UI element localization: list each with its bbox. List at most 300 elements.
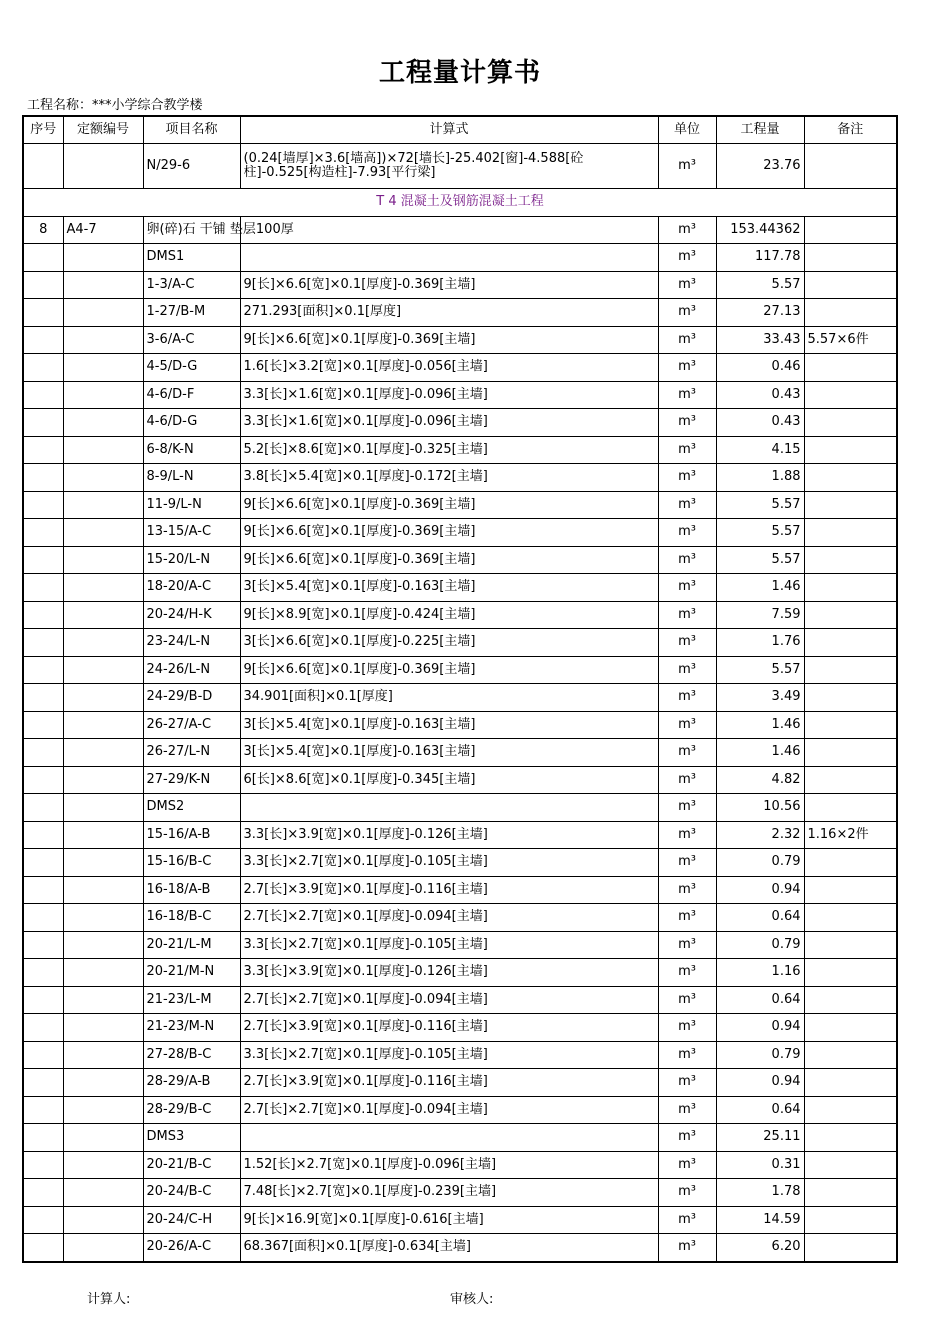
cell-unit: m³ [658, 904, 716, 932]
cell-quantity: 1.46 [716, 739, 804, 767]
cell-seq [23, 684, 63, 712]
cell-quantity: 14.59 [716, 1206, 804, 1234]
cell-formula: 9[长]×6.6[宽]×0.1[厚度]-0.369[主墙] [240, 519, 658, 547]
cell-formula: 9[长]×6.6[宽]×0.1[厚度]-0.369[主墙] [240, 271, 658, 299]
cell-quantity: 0.31 [716, 1151, 804, 1179]
cell-unit: m³ [658, 1041, 716, 1069]
cell-note [804, 1234, 897, 1262]
cell-quota-code [63, 656, 143, 684]
cell-unit: m³ [658, 519, 716, 547]
cell-seq [23, 574, 63, 602]
cell-note [804, 766, 897, 794]
cell-unit: m³ [658, 711, 716, 739]
table-row [23, 546, 897, 574]
cell-quantity: 1.46 [716, 711, 804, 739]
col-header-name: 项目名称 [143, 116, 240, 144]
cell-quantity: 0.94 [716, 876, 804, 904]
col-header-code: 定额编号 [63, 116, 143, 144]
cell-note [804, 546, 897, 574]
cell-seq [23, 904, 63, 932]
cell-item-name: 4-6/D-F [143, 381, 240, 409]
cell-note [804, 574, 897, 602]
cell-formula: 2.7[长]×3.9[宽]×0.1[厚度]-0.116[主墙] [240, 1014, 658, 1042]
cell-quantity: 153.44362 [716, 216, 804, 244]
cell-seq [23, 299, 63, 327]
cell-seq [23, 766, 63, 794]
cell-formula: 3.8[长]×5.4[宽]×0.1[厚度]-0.172[主墙] [240, 464, 658, 492]
cell-seq [23, 1041, 63, 1069]
cell-unit: m³ [658, 1069, 716, 1097]
cell-seq [23, 144, 63, 189]
cell-formula: 9[长]×6.6[宽]×0.1[厚度]-0.369[主墙] [240, 656, 658, 684]
cell-seq [23, 739, 63, 767]
cell-note [804, 986, 897, 1014]
cell-item-name: 1-27/B-M [143, 299, 240, 327]
cell-quantity: 0.79 [716, 931, 804, 959]
cell-formula: 3.3[长]×1.6[宽]×0.1[厚度]-0.096[主墙] [240, 381, 658, 409]
cell-item-name: 21-23/M-N [143, 1014, 240, 1042]
cell-unit: m³ [658, 491, 716, 519]
cell-item-name: DMS1 [143, 244, 240, 272]
table-row [23, 271, 897, 299]
table-body [23, 144, 897, 1262]
cell-formula: 9[长]×6.6[宽]×0.1[厚度]-0.369[主墙] [240, 546, 658, 574]
cell-quantity: 2.32 [716, 821, 804, 849]
cell-seq [23, 656, 63, 684]
cell-note: 1.16×2件 [804, 821, 897, 849]
cell-seq [23, 354, 63, 382]
cell-unit: m³ [658, 299, 716, 327]
cell-quota-code [63, 986, 143, 1014]
cell-seq [23, 601, 63, 629]
cell-item-name: 16-18/B-C [143, 904, 240, 932]
cell-unit: m³ [658, 244, 716, 272]
cell-formula: 2.7[长]×3.9[宽]×0.1[厚度]-0.116[主墙] [240, 1069, 658, 1097]
cell-formula: 271.293[面积]×0.1[厚度] [240, 299, 658, 327]
cell-quantity: 23.76 [716, 144, 804, 189]
cell-quantity: 0.79 [716, 849, 804, 877]
cell-quantity: 5.57 [716, 519, 804, 547]
cell-formula [240, 794, 658, 822]
cell-note [804, 216, 897, 244]
cell-unit: m³ [658, 959, 716, 987]
cell-seq [23, 986, 63, 1014]
table-row [23, 381, 897, 409]
table-row [23, 491, 897, 519]
cell-note [804, 519, 897, 547]
cell-quota-code [63, 684, 143, 712]
cell-quota-code [63, 601, 143, 629]
cell-quantity: 27.13 [716, 299, 804, 327]
cell-seq [23, 436, 63, 464]
table-row [23, 326, 897, 354]
cell-formula: 3.3[长]×2.7[宽]×0.1[厚度]-0.105[主墙] [240, 849, 658, 877]
cell-note [804, 409, 897, 437]
cell-quantity: 3.49 [716, 684, 804, 712]
cell-item-name: 20-21/L-M [143, 931, 240, 959]
cell-formula: 2.7[长]×2.7[宽]×0.1[厚度]-0.094[主墙] [240, 986, 658, 1014]
cell-quota-code [63, 876, 143, 904]
table-row [23, 1151, 897, 1179]
table-row [23, 821, 897, 849]
document-title: 工程量计算书 [378, 58, 541, 88]
cell-note [804, 711, 897, 739]
cell-seq [23, 849, 63, 877]
cell-unit: m³ [658, 1179, 716, 1207]
cell-formula: 9[长]×8.9[宽]×0.1[厚度]-0.424[主墙] [240, 601, 658, 629]
cell-item-name: 20-26/A-C [143, 1234, 240, 1262]
cell-unit: m³ [658, 574, 716, 602]
cell-item-name: 卵(碎)石 干铺 垫层100厚 [143, 216, 240, 244]
table-row [23, 766, 897, 794]
cell-seq [23, 629, 63, 657]
cell-unit: m³ [658, 1014, 716, 1042]
table-row [23, 574, 897, 602]
cell-quota-code [63, 409, 143, 437]
cell-quantity: 25.11 [716, 1124, 804, 1152]
table-row [23, 1124, 897, 1152]
cell-item-name: 13-15/A-C [143, 519, 240, 547]
cell-note [804, 684, 897, 712]
cell-item-name: 20-24/C-H [143, 1206, 240, 1234]
cell-formula [240, 244, 658, 272]
cell-quantity: 1.76 [716, 629, 804, 657]
cell-item-name: 28-29/B-C [143, 1096, 240, 1124]
cell-quantity: 0.79 [716, 1041, 804, 1069]
cell-item-name: 28-29/A-B [143, 1069, 240, 1097]
cell-quota-code [63, 1069, 143, 1097]
cell-quantity: 7.59 [716, 601, 804, 629]
cell-unit: m³ [658, 409, 716, 437]
cell-seq [23, 1151, 63, 1179]
table-row [23, 464, 897, 492]
cell-item-name: N/29-6 [143, 144, 240, 189]
cell-quota-code [63, 271, 143, 299]
cell-formula: 2.7[长]×2.7[宽]×0.1[厚度]-0.094[主墙] [240, 904, 658, 932]
col-header-unit: 单位 [658, 116, 716, 144]
cell-seq: 8 [23, 216, 63, 244]
cell-unit: m³ [658, 1234, 716, 1262]
cell-quota-code [63, 629, 143, 657]
cell-quota-code [63, 1206, 143, 1234]
cell-note [804, 271, 897, 299]
cell-note [804, 381, 897, 409]
cell-item-name: 11-9/L-N [143, 491, 240, 519]
table-row [23, 601, 897, 629]
cell-seq [23, 1124, 63, 1152]
cell-item-name: 8-9/L-N [143, 464, 240, 492]
table-row [23, 629, 897, 657]
cell-unit: m³ [658, 766, 716, 794]
table-row [23, 519, 897, 547]
quantity-table [22, 115, 898, 1263]
cell-note [804, 876, 897, 904]
cell-unit: m³ [658, 821, 716, 849]
cell-item-name: 6-8/K-N [143, 436, 240, 464]
cell-quota-code [63, 574, 143, 602]
cell-quota-code [63, 1151, 143, 1179]
cell-quantity: 0.43 [716, 381, 804, 409]
cell-seq [23, 464, 63, 492]
cell-formula: 3[长]×5.4[宽]×0.1[厚度]-0.163[主墙] [240, 739, 658, 767]
cell-unit: m³ [658, 849, 716, 877]
cell-seq [23, 1096, 63, 1124]
table-row [23, 794, 897, 822]
table-row [23, 986, 897, 1014]
cell-note [804, 794, 897, 822]
cell-quota-code [63, 436, 143, 464]
cell-quota-code [63, 1124, 143, 1152]
cell-quota-code [63, 491, 143, 519]
cell-item-name: 4-6/D-G [143, 409, 240, 437]
cell-quota-code [63, 711, 143, 739]
cell-quota-code [63, 299, 143, 327]
cell-quantity: 117.78 [716, 244, 804, 272]
cell-quota-code [63, 244, 143, 272]
cell-seq [23, 821, 63, 849]
cell-note [804, 931, 897, 959]
cell-item-name: 15-16/B-C [143, 849, 240, 877]
cell-seq [23, 1069, 63, 1097]
table-row [23, 144, 897, 189]
cell-item-name: 21-23/L-M [143, 986, 240, 1014]
cell-quota-code [63, 959, 143, 987]
table-row [23, 656, 897, 684]
table-row [23, 1014, 897, 1042]
cell-seq [23, 1206, 63, 1234]
cell-seq [23, 491, 63, 519]
cell-item-name: 27-28/B-C [143, 1041, 240, 1069]
cell-formula: 3.3[长]×2.7[宽]×0.1[厚度]-0.105[主墙] [240, 1041, 658, 1069]
table-row [23, 409, 897, 437]
cell-item-name: 4-5/D-G [143, 354, 240, 382]
cell-note [804, 1096, 897, 1124]
cell-unit: m³ [658, 1124, 716, 1152]
cell-quantity: 0.64 [716, 1096, 804, 1124]
cell-unit: m³ [658, 546, 716, 574]
cell-note [804, 1124, 897, 1152]
col-header-quantity: 工程量 [716, 116, 804, 144]
cell-note: 5.57×6件 [804, 326, 897, 354]
table-row [23, 1206, 897, 1234]
cell-note [804, 1206, 897, 1234]
cell-note [804, 1069, 897, 1097]
cell-quantity: 0.46 [716, 354, 804, 382]
table-row [23, 299, 897, 327]
cell-unit: m³ [658, 986, 716, 1014]
cell-unit: m³ [658, 684, 716, 712]
cell-formula: 34.901[面积]×0.1[厚度] [240, 684, 658, 712]
cell-quantity: 0.94 [716, 1014, 804, 1042]
cell-note [804, 144, 897, 189]
table-row [23, 354, 897, 382]
table-row [23, 959, 897, 987]
cell-item-name: 20-24/H-K [143, 601, 240, 629]
cell-unit: m³ [658, 1151, 716, 1179]
table-header-row [23, 116, 897, 144]
cell-quantity: 5.57 [716, 271, 804, 299]
cell-quantity: 33.43 [716, 326, 804, 354]
cell-seq [23, 381, 63, 409]
cell-unit: m³ [658, 381, 716, 409]
cell-formula: 1.52[长]×2.7[宽]×0.1[厚度]-0.096[主墙] [240, 1151, 658, 1179]
cell-unit: m³ [658, 794, 716, 822]
table-row [23, 436, 897, 464]
cell-item-name: 18-20/A-C [143, 574, 240, 602]
cell-quota-code [63, 904, 143, 932]
cell-item-name: 15-20/L-N [143, 546, 240, 574]
cell-item-name: 24-29/B-D [143, 684, 240, 712]
cell-quota-code [63, 821, 143, 849]
cell-unit: m³ [658, 354, 716, 382]
cell-formula [240, 1124, 658, 1152]
cell-unit: m³ [658, 656, 716, 684]
cell-quota-code [63, 519, 143, 547]
cell-quota-code [63, 381, 143, 409]
cell-seq [23, 326, 63, 354]
cell-formula: 2.7[长]×3.9[宽]×0.1[厚度]-0.116[主墙] [240, 876, 658, 904]
project-name: 工程名称：***小学综合教学楼 [27, 98, 203, 113]
cell-unit: m³ [658, 601, 716, 629]
table-row [23, 849, 897, 877]
cell-unit: m³ [658, 326, 716, 354]
cell-item-name: DMS2 [143, 794, 240, 822]
cell-quota-code [63, 1234, 143, 1262]
cell-note [804, 299, 897, 327]
cell-note [804, 244, 897, 272]
cell-quantity: 5.57 [716, 491, 804, 519]
cell-unit: m³ [658, 876, 716, 904]
cell-unit: m³ [658, 1096, 716, 1124]
cell-quantity: 1.46 [716, 574, 804, 602]
cell-formula: (0.24[墙厚]×3.6[墙高])×72[墙长]-25.402[窗]-4.588[砼柱]-0.525[构造柱]-7.93[平行梁] [240, 144, 658, 189]
cell-unit: m³ [658, 931, 716, 959]
table-row [23, 931, 897, 959]
cell-formula: 6[长]×8.6[宽]×0.1[厚度]-0.345[主墙] [240, 766, 658, 794]
cell-note [804, 491, 897, 519]
cell-seq [23, 1179, 63, 1207]
cell-unit: m³ [658, 216, 716, 244]
cell-formula: 9[长]×6.6[宽]×0.1[厚度]-0.369[主墙] [240, 491, 658, 519]
cell-item-name: DMS3 [143, 1124, 240, 1152]
col-header-seq: 序号 [23, 116, 63, 144]
cell-item-name: 15-16/A-B [143, 821, 240, 849]
cell-seq [23, 1014, 63, 1042]
col-header-formula: 计算式 [240, 116, 658, 144]
section-title: T 4 混凝土及钢筋混凝土工程 [23, 189, 897, 217]
cell-item-name: 24-26/L-N [143, 656, 240, 684]
cell-quantity: 5.57 [716, 656, 804, 684]
table-row [23, 904, 897, 932]
cell-unit: m³ [658, 1206, 716, 1234]
cell-formula [240, 216, 658, 244]
table-row [23, 1096, 897, 1124]
cell-quota-code [63, 546, 143, 574]
cell-unit: m³ [658, 144, 716, 189]
cell-quota-code [63, 354, 143, 382]
table-row [23, 216, 897, 244]
table-row [23, 1179, 897, 1207]
cell-quantity: 0.43 [716, 409, 804, 437]
cell-unit: m³ [658, 739, 716, 767]
table-row [23, 1234, 897, 1262]
cell-quota-code [63, 144, 143, 189]
cell-note [804, 959, 897, 987]
cell-seq [23, 959, 63, 987]
cell-quantity: 0.64 [716, 904, 804, 932]
cell-formula: 5.2[长]×8.6[宽]×0.1[厚度]-0.325[主墙] [240, 436, 658, 464]
cell-unit: m³ [658, 464, 716, 492]
cell-quantity: 4.82 [716, 766, 804, 794]
col-header-note: 备注 [804, 116, 897, 144]
table-row [23, 1041, 897, 1069]
cell-seq [23, 931, 63, 959]
cell-formula: 9[长]×16.9[宽]×0.1[厚度]-0.616[主墙] [240, 1206, 658, 1234]
cell-quota-code [63, 766, 143, 794]
cell-seq [23, 244, 63, 272]
cell-quantity: 1.78 [716, 1179, 804, 1207]
cell-note [804, 436, 897, 464]
calculator-label: 计算人: [87, 1292, 131, 1307]
cell-seq [23, 711, 63, 739]
cell-seq [23, 546, 63, 574]
cell-formula: 3[长]×6.6[宽]×0.1[厚度]-0.225[主墙] [240, 629, 658, 657]
cell-formula: 3.3[长]×1.6[宽]×0.1[厚度]-0.096[主墙] [240, 409, 658, 437]
cell-note [804, 1014, 897, 1042]
cell-seq [23, 409, 63, 437]
cell-formula: 3[长]×5.4[宽]×0.1[厚度]-0.163[主墙] [240, 711, 658, 739]
cell-unit: m³ [658, 436, 716, 464]
cell-quota-code [63, 1014, 143, 1042]
cell-quota-code [63, 794, 143, 822]
table-row [23, 684, 897, 712]
cell-quantity: 5.57 [716, 546, 804, 574]
cell-formula: 68.367[面积]×0.1[厚度]-0.634[主墙] [240, 1234, 658, 1262]
cell-unit: m³ [658, 271, 716, 299]
cell-item-name: 1-3/A-C [143, 271, 240, 299]
cell-formula: 1.6[长]×3.2[宽]×0.1[厚度]-0.056[主墙] [240, 354, 658, 382]
cell-formula: 3.3[长]×3.9[宽]×0.1[厚度]-0.126[主墙] [240, 959, 658, 987]
cell-note [804, 739, 897, 767]
cell-seq [23, 519, 63, 547]
cell-quota-code [63, 1041, 143, 1069]
table-row [23, 1069, 897, 1097]
table-row [23, 244, 897, 272]
cell-quota-code [63, 849, 143, 877]
cell-item-name: 23-24/L-N [143, 629, 240, 657]
cell-seq [23, 271, 63, 299]
cell-item-name: 20-21/M-N [143, 959, 240, 987]
cell-quantity: 10.56 [716, 794, 804, 822]
reviewer-label: 审核人: [450, 1292, 494, 1307]
cell-note [804, 904, 897, 932]
cell-quantity: 1.16 [716, 959, 804, 987]
cell-formula: 2.7[长]×2.7[宽]×0.1[厚度]-0.094[主墙] [240, 1096, 658, 1124]
cell-item-name: 3-6/A-C [143, 326, 240, 354]
cell-note [804, 656, 897, 684]
cell-formula: 7.48[长]×2.7[宽]×0.1[厚度]-0.239[主墙] [240, 1179, 658, 1207]
cell-item-name: 26-27/A-C [143, 711, 240, 739]
cell-quantity: 1.88 [716, 464, 804, 492]
cell-quota-code [63, 464, 143, 492]
cell-quota-code [63, 326, 143, 354]
table-row [23, 739, 897, 767]
cell-formula: 9[长]×6.6[宽]×0.1[厚度]-0.369[主墙] [240, 326, 658, 354]
cell-formula: 3.3[长]×3.9[宽]×0.1[厚度]-0.126[主墙] [240, 821, 658, 849]
table-row [23, 711, 897, 739]
cell-quantity: 0.64 [716, 986, 804, 1014]
cell-quantity: 0.94 [716, 1069, 804, 1097]
